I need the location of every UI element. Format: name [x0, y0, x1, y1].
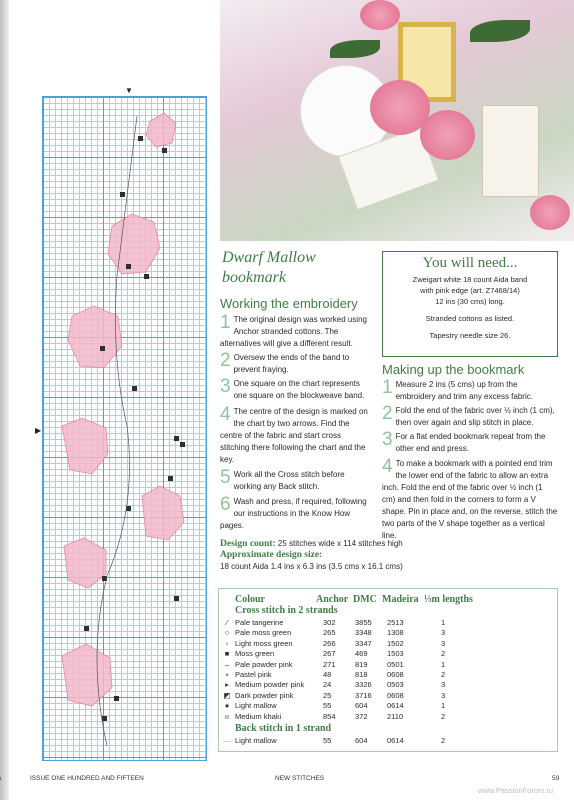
key-cell-madeira: 1502: [387, 638, 404, 648]
stitch-symbol-icon: ∘: [224, 670, 230, 679]
key-cell-name: Medium khaki: [235, 711, 282, 721]
footer-issue: ISSUE ONE HUNDRED AND FIFTEEN: [30, 775, 144, 782]
watermark: www.PassionForum.ru: [478, 786, 554, 795]
key-cell-name: Medium powder pink: [235, 680, 305, 690]
making-step: 2 Fold the end of the fabric over ½ inch (1 cm), then over again and slip stitch in place.: [382, 403, 555, 427]
chart-motif: [42, 96, 207, 761]
key-cell-anchor: 266: [323, 638, 336, 648]
page-spine: [0, 0, 9, 800]
key-cell-dmc: 604: [355, 701, 368, 711]
cross-stitch-row: [219, 691, 559, 701]
page-number: 59: [552, 775, 560, 782]
key-cell-madeira: 2110: [387, 711, 404, 721]
key-cell-len: 3: [441, 690, 446, 700]
photo-rose: [530, 195, 570, 230]
key-cell-madeira: 0608: [387, 670, 404, 679]
key-cell-dmc: 3855: [355, 618, 372, 627]
key-cell-dmc: 818: [355, 670, 368, 679]
cross-stitch-row: [219, 701, 559, 711]
key-cell-dmc: 372: [355, 711, 368, 721]
key-cell-anchor: 25: [323, 690, 332, 700]
key-cell-anchor: 854: [323, 711, 336, 721]
need-line: Stranded cottons as listed.: [425, 314, 515, 323]
key-cell-len: 1: [441, 659, 446, 669]
you-will-need-box: [382, 251, 558, 357]
photo-leaf: [330, 40, 380, 58]
key-cell-anchor: 24: [323, 680, 332, 690]
back-stitch-heading: Back stitch in 1 strand: [235, 723, 332, 734]
stitch-symbol-icon: ▸: [225, 680, 229, 690]
making-step: 4 To make a bookmark with a pointed end trim the lower end of the fabric to allow an extra inch. Fold the end of the fabric over ½ inch (1 cm) and then fold in the corners to form a V shape. Pin in place and, on the reverse, stitch the two parts of the V shape together as a vertical line.: [382, 456, 558, 540]
stitch-symbol-icon: ■: [224, 649, 230, 659]
key-cell-len: 2: [441, 736, 446, 745]
key-cell-len: 2: [441, 649, 446, 659]
need-line: with pink edge (art. Z7468/14): [420, 286, 520, 295]
cross-stitch-row: [219, 649, 559, 659]
key-cell-anchor: 267: [323, 649, 336, 659]
key-cell-len: 3: [441, 680, 446, 690]
key-cell-anchor: 55: [323, 701, 332, 711]
need-line: 12 ins (30 cms) long.: [435, 297, 505, 306]
key-cell-dmc: 3716: [355, 690, 372, 700]
stitch-symbol-icon: ⁄: [226, 618, 228, 627]
key-cell-anchor: 271: [323, 659, 336, 669]
key-cell-len: 3: [441, 628, 446, 638]
working-step: 4 The centre of the design is marked on the chart by two arrows. Find the centre of the fabric and start cross stitching there following the chart and the key.: [220, 404, 368, 464]
working-heading: Working the embroidery: [220, 296, 358, 311]
cross-stitch-row: [219, 660, 559, 670]
photo-greeting-card: [482, 105, 539, 197]
design-count-label: Design count:: [220, 539, 276, 549]
key-cell-dmc: 819: [355, 659, 368, 669]
cross-stitch-row: [219, 639, 559, 649]
article-title: Dwarf Mallow bookmark: [222, 249, 316, 286]
key-cell-madeira: 2513: [387, 618, 404, 627]
key-cell-dmc: 604: [355, 736, 368, 745]
key-cell-name: Pale tangerine: [235, 618, 284, 627]
stitch-symbol-icon: —: [223, 736, 231, 745]
photo-rose: [360, 0, 400, 30]
key-cell-dmc: 3348: [355, 628, 372, 638]
working-step: 5 Work all the Cross stitch before working any Back stitch.: [220, 467, 345, 491]
key-cell-name: Light moss green: [235, 638, 293, 648]
colour-key-table: [218, 588, 558, 752]
key-cell-len: 2: [441, 670, 446, 679]
making-step: 1 Measure 2 ins (5 cms) up from the embroidery and trim any excess fabric.: [382, 377, 533, 401]
key-cell-name: Light mallow: [235, 736, 277, 745]
key-cell-madeira: 0614: [387, 701, 404, 711]
key-cell-dmc: 3347: [355, 638, 372, 648]
key-cell-name: Pale powder pink: [235, 659, 293, 669]
key-cell-name: Light mallow: [235, 701, 277, 711]
key-cell-anchor: 48: [323, 670, 332, 679]
design-info: [220, 538, 560, 572]
design-count-value: 25 stitches wide x 114 stitches high: [277, 539, 403, 548]
stitch-symbol-icon: ◩: [223, 690, 231, 700]
making-heading: Making up the bookmark: [382, 362, 525, 377]
photo-leaf: [470, 20, 530, 42]
making-step: 3 For a flat ended bookmark repeat from the other end and press.: [382, 429, 546, 453]
design-size-label: Approximate design size:: [220, 550, 323, 560]
key-cell-madeira: 1308: [387, 628, 404, 638]
product-photo: [220, 0, 574, 241]
key-cell-len: 1: [441, 701, 446, 711]
key-cell-name: Pastel pink: [235, 670, 272, 679]
key-cell-madeira: 0501: [387, 659, 404, 669]
photo-rose: [420, 110, 475, 160]
key-cell-len: 2: [441, 711, 446, 721]
design-size-value: 18 count Aida 1.4 ins x 6.3 ins (3.5 cms x 16.1 cms): [220, 562, 403, 571]
cross-stitch-row: [219, 712, 559, 722]
key-cell-len: 1: [441, 618, 446, 627]
cross-stitch-row: [219, 680, 559, 690]
key-cell-madeira: 0614: [387, 736, 404, 745]
footer-magazine: NEW STITCHES: [275, 775, 325, 782]
centre-arrow-top-icon: ▼: [125, 86, 133, 95]
key-cell-name: Moss green: [235, 649, 275, 659]
key-cell-anchor: 302: [323, 618, 336, 627]
need-line: Zweigart white 18 count Aida band: [412, 275, 528, 284]
cross-stitch-row: [219, 618, 559, 628]
key-cell-name: Pale moss green: [235, 628, 292, 638]
key-cell-madeira: 0608: [387, 690, 404, 700]
stitch-symbol-icon: ▫: [225, 638, 229, 648]
need-title: You will need...: [422, 255, 518, 271]
need-line: Tapestry needle size 26.: [429, 331, 511, 340]
stitch-symbol-icon: –: [224, 659, 230, 669]
working-step: 2 Oversew the ends of the band to prevent fraying.: [220, 350, 350, 374]
key-cell-madeira: 1503: [387, 649, 404, 659]
working-step: 3 One square on the chart represents one square on the blockweave band.: [220, 376, 365, 400]
key-header-row: Colour Anchor DMC Madeira ⅓m lengths: [235, 594, 473, 605]
key-cell-len: 3: [441, 638, 446, 648]
key-cell-anchor: 265: [323, 628, 336, 638]
stitch-symbol-icon: ıı: [224, 711, 230, 721]
back-stitch-row: [219, 736, 559, 746]
working-step: 6 Wash and press, if required, following our instructions in the Know How pages.: [220, 494, 367, 530]
key-cell-name: Dark powder pink: [235, 690, 294, 700]
stitch-symbol-icon: ○: [224, 628, 230, 638]
footer-edge-text: [0, 775, 1, 782]
cross-stitch-heading: Cross stitch in 2 strands: [235, 605, 338, 616]
stitch-symbol-icon: ●: [224, 701, 230, 711]
cross-stitch-row: [219, 670, 559, 680]
cross-stitch-row: [219, 628, 559, 638]
cross-stitch-chart: [42, 96, 207, 761]
key-cell-dmc: 3326: [355, 680, 372, 690]
key-cell-dmc: 469: [355, 649, 368, 659]
key-cell-anchor: 55: [323, 736, 332, 745]
key-cell-madeira: 0503: [387, 680, 404, 690]
centre-arrow-side-icon: ▶: [35, 426, 42, 435]
working-step: 1 The original design was worked using Anchor stranded cottons. The alternatives will give a different result.: [220, 312, 367, 348]
